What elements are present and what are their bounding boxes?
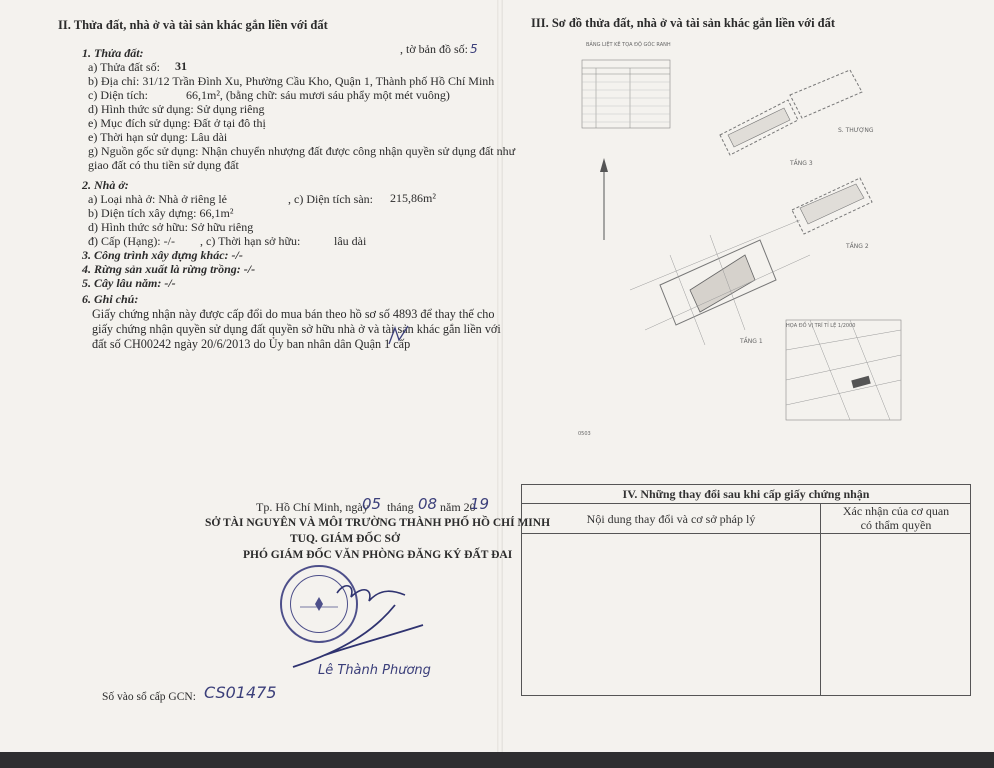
house-b-line: b) Diện tích xây dựng: 66,1m²: [88, 206, 234, 220]
other-works-line: 3. Công trình xây dựng khác: -/-: [82, 248, 243, 262]
mini-map-title: HỌA ĐỒ VỊ TRÍ TỈ LỆ 1/2000: [786, 323, 856, 329]
house-c-label: , c) Diện tích sàn:: [288, 192, 373, 206]
changes-col-confirmation-1: Xác nhận của cơ quan: [842, 504, 950, 518]
map-sheet-label: , tờ bản đồ số:: [400, 42, 469, 56]
year-label: năm 20: [440, 500, 476, 514]
page-fold: [497, 0, 503, 752]
changes-table: [521, 484, 971, 696]
land-e-line: e) Mục đích sử dụng: Đất ở tại đô thị: [88, 116, 266, 130]
issuing-org: SỞ TÀI NGUYÊN VÀ MÔI TRƯỜNG THÀNH PHỐ HỒ CHÍ MINH: [205, 517, 551, 529]
note-line-2: giấy chứng nhận quyền sử dụng đất quyền sở hữu nhà ở và tài sản khác gắn liền với: [92, 322, 501, 336]
land-c-value: 66,1m², (bằng chữ: sáu mươi sáu phẩy một mét vuông): [186, 88, 450, 102]
house-d-line: d) Hình thức sở hữu: Sở hữu riêng: [88, 220, 254, 234]
perennial-trees-line: 5. Cây lâu năm: -/-: [82, 276, 176, 290]
terrace-label: S. THƯỢNG: [838, 127, 874, 134]
place-date-prefix: Tp. Hồ Chí Minh, ngày: [256, 500, 369, 514]
sign-day: 05: [362, 495, 382, 513]
house-heading: 2. Nhà ở:: [82, 178, 129, 192]
signer-role: PHÓ GIÁM ĐỐC VĂN PHÒNG ĐĂNG KÝ ĐẤT ĐAI: [243, 549, 513, 561]
map-footnote-no: 0503: [578, 431, 591, 437]
land-c-label: c) Diện tích:: [88, 88, 148, 102]
map-sheet-no: 5: [470, 42, 478, 56]
land-g-line1: g) Nguồn gốc sử dụng: Nhận chuyển nhượng đất được công nhận quyền sử dụng đất như: [88, 144, 516, 158]
section-ii-title: II. Thửa đất, nhà ở và tài sản khác gắn liền với đất: [58, 18, 328, 32]
signer-signature: [285, 575, 435, 675]
floor2-label: TẦNG 2: [846, 243, 869, 250]
sign-month: 08: [418, 495, 438, 513]
changes-col-confirmation-2: có thẩm quyền: [860, 518, 932, 532]
land-heading: 1. Thửa đất:: [82, 46, 144, 60]
floor3-label: TẦNG 3: [790, 160, 813, 167]
note-line-3: đất số CH00242 ngày 20/6/2013 do Ủy ban nhân dân Quận 1 cấp: [92, 337, 411, 351]
land-g-line2: giao đất có thu tiền sử dụng đất: [88, 158, 239, 172]
authorization-line: TUQ. GIÁM ĐỐC SỞ: [290, 533, 400, 545]
section-iii-title: III. Sơ đồ thửa đất, nhà ở và tài sản khác gắn liền với đất: [531, 16, 836, 30]
note-initial-mark: [386, 322, 412, 348]
changes-table-divider: [820, 503, 821, 696]
changes-column-header: [522, 503, 970, 534]
land-d-line: d) Hình thức sử dụng: Sử dụng riêng: [88, 102, 265, 116]
changes-title: IV. Những thay đổi sau khi cấp giấy chứng nhận: [622, 487, 870, 501]
land-b-line: b) Địa chỉ: 31/12 Trần Đình Xu, Phường Cầu Kho, Quận 1, Thành phố Hồ Chí Minh: [88, 74, 495, 88]
house-a-line: a) Loại nhà ở: Nhà ở riêng lẻ: [88, 192, 227, 206]
registry-value: CS01475: [204, 683, 277, 702]
notes-heading: 6. Ghi chú:: [82, 292, 139, 306]
production-forest-line: 4. Rừng sản xuất là rừng trồng: -/-: [82, 262, 256, 276]
land-f-line: e) Thời hạn sử dụng: Lâu dài: [88, 130, 228, 144]
note-line-1: Giấy chứng nhận này được cấp đổi do mua bán theo hồ sơ số 4893 để thay thế cho: [92, 307, 495, 321]
house-c-value: 215,86m²: [390, 191, 436, 205]
floor1-label: TẦNG 1: [740, 338, 763, 345]
bottom-edge: [0, 752, 994, 768]
coord-table-title: BẢNG LIỆT KÊ TỌA ĐỘ GÓC RANH: [586, 42, 671, 48]
land-a-label: a) Thửa đất số:: [88, 60, 160, 74]
signer-name: Lê Thành Phương: [318, 663, 431, 678]
changes-table-header: [522, 485, 970, 504]
land-plot-diagram: [560, 40, 980, 450]
month-label: tháng: [387, 500, 414, 514]
land-a-value: 31: [175, 59, 187, 73]
house-e2-value: lâu dài: [334, 234, 367, 248]
house-e2-label: , c) Thời hạn sở hữu:: [200, 234, 301, 248]
changes-col-content: Nội dung thay đổi và cơ sở pháp lý: [586, 512, 756, 526]
house-e-line: đ) Cấp (Hạng): -/-: [88, 234, 175, 248]
sign-year: 19: [470, 495, 490, 513]
registry-label: Số vào sổ cấp GCN:: [102, 691, 196, 703]
